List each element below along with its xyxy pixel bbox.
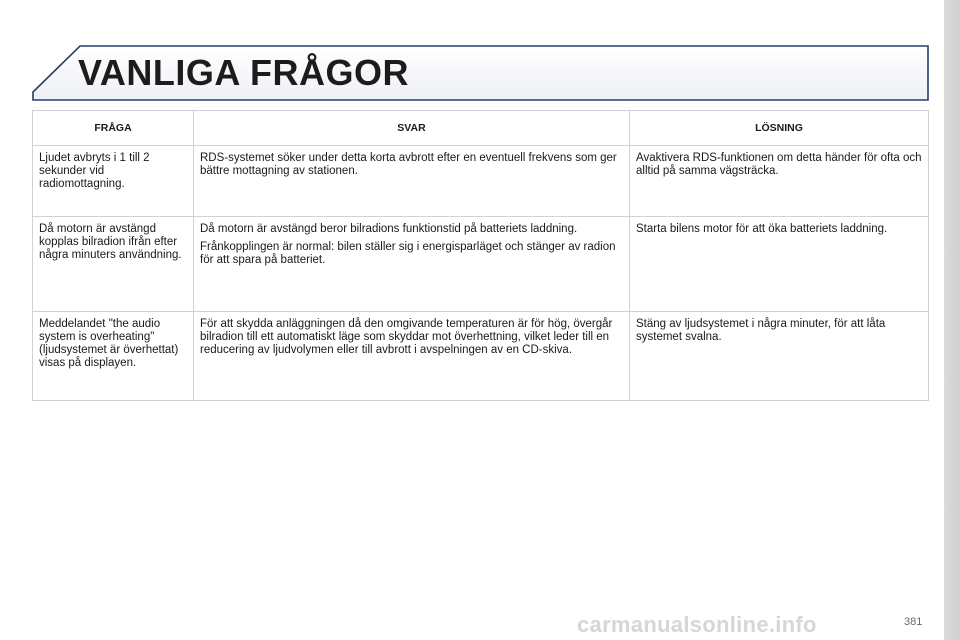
answer-paragraph: RDS-systemet söker under detta korta avbrott efter en eventuell frekvens som ger bättre mottagning av stationen.: [200, 152, 617, 177]
question-cell: Då motorn är avstängd kopplas bilradion ifrån efter några minuters användning.: [33, 217, 194, 312]
answer-paragraph: Frånkopplingen är normal: bilen ställer sig i energisparläget och stänger av radion för att spara på batteriet.: [200, 241, 616, 266]
faq-table: [32, 110, 929, 401]
question-cell: Meddelandet "the audio system is overheating" (ljudsystemet är överhettat) visas på displayen.: [33, 312, 194, 401]
header-answer: SVAR: [194, 111, 630, 146]
page-side-strip: [944, 0, 960, 640]
page-number: 381: [904, 616, 923, 628]
solution-cell: Starta bilens motor för att öka batteriets laddning.: [630, 217, 929, 312]
table-row: [33, 217, 929, 312]
table-row: [33, 312, 929, 401]
solution-cell: Stäng av ljudsystemet i några minuter, för att låta systemet svalna.: [630, 312, 929, 401]
table-row: [33, 146, 929, 217]
page-title: VANLIGA FRÅGOR: [78, 52, 409, 93]
watermark-text: carmanualsonline.info: [577, 612, 817, 637]
header-solution: LÖSNING: [630, 111, 929, 146]
answer-cell: [194, 312, 630, 401]
answer-paragraph: Då motorn är avstängd beror bilradions funktionstid på batteriets laddning.: [200, 223, 578, 235]
solution-cell: Avaktivera RDS-funktionen om detta händer för ofta och alltid på samma vägsträcka.: [630, 146, 929, 217]
answer-cell: [194, 217, 630, 312]
header-question: FRÅGA: [33, 111, 194, 146]
question-cell: Ljudet avbryts i 1 till 2 sekunder vid radiomottagning.: [33, 146, 194, 217]
table-header-row: [33, 111, 929, 146]
answer-cell: [194, 146, 630, 217]
answer-paragraph: För att skydda anläggningen då den omgivande temperaturen är för hög, övergår bilradion till ett automatiskt läge som skyddar mot överhettning, vilket leder till en reducering av ljudvolymen eller till avbrott i avspelningen av en CD-skiva.: [200, 318, 613, 356]
